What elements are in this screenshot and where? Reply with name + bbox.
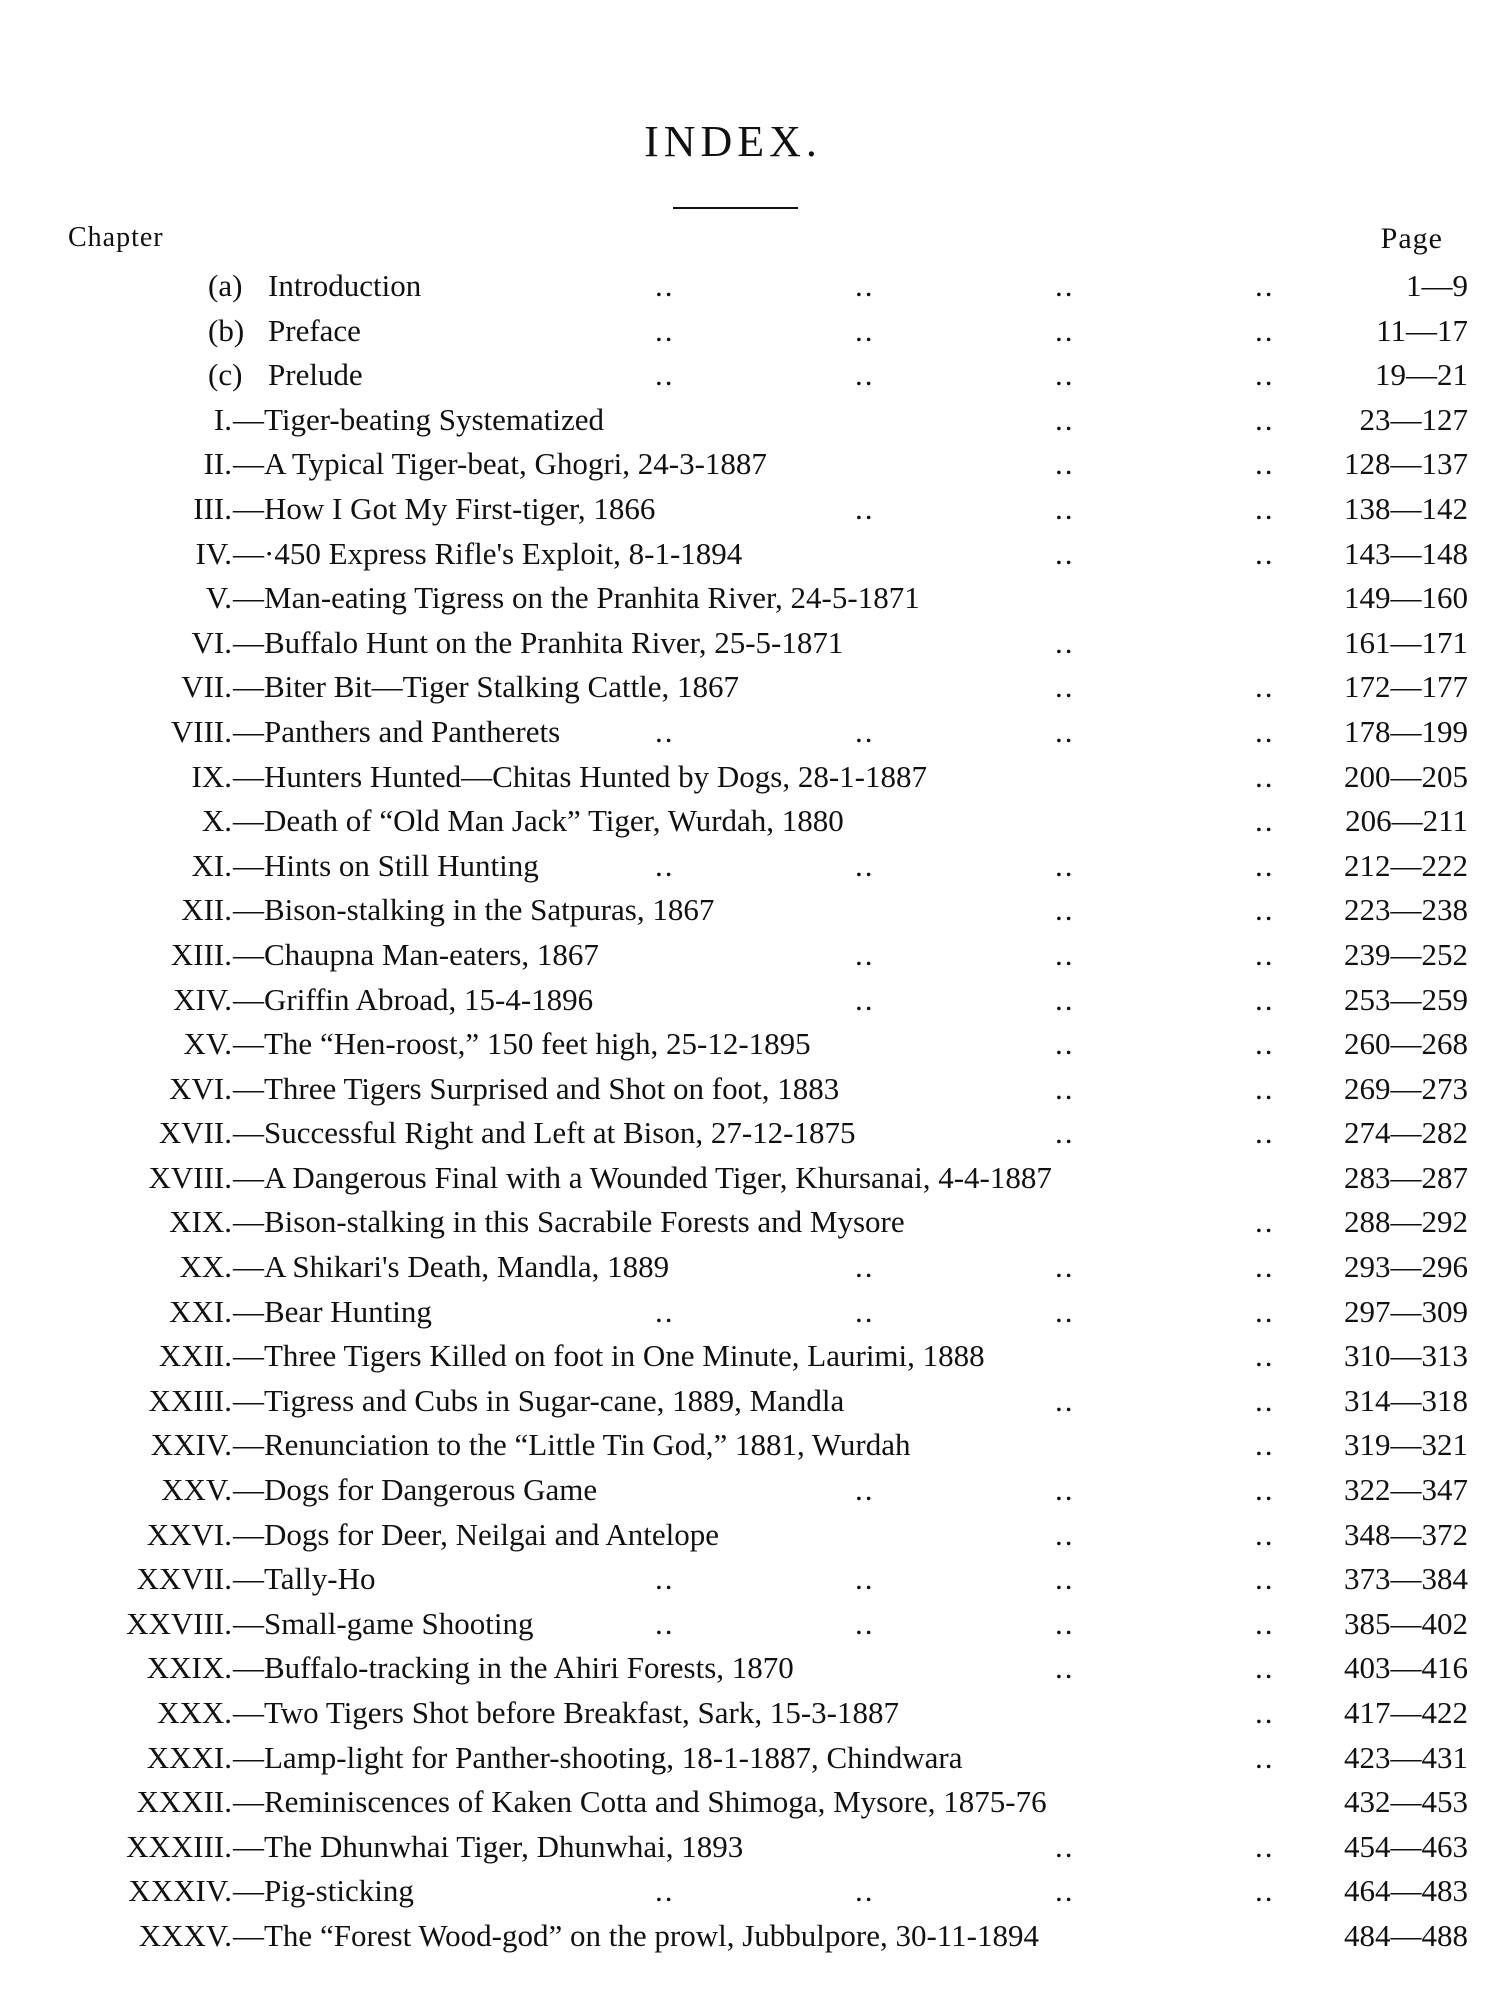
index-entry	[0, 1204, 1500, 1249]
dot-leader: ..	[1055, 892, 1075, 928]
chapter-title: —Man-eating Tigress on the Pranhita River, 24-5-1871	[233, 580, 920, 616]
chapter-number: XXVI.	[146, 1516, 232, 1552]
index-entry	[0, 1650, 1500, 1695]
page-range: 464—483	[1344, 1873, 1468, 1909]
index-entry	[0, 714, 1500, 759]
dot-leader: ..	[655, 1561, 675, 1597]
page-range: 314—318	[1344, 1382, 1468, 1418]
index-entry	[0, 1517, 1500, 1562]
index-entry	[0, 1294, 1500, 1339]
dot-leader: ..	[1255, 1338, 1275, 1374]
chapter-title: —Tigress and Cubs in Sugar-cane, 1889, Mandla	[233, 1382, 845, 1418]
chapter-title: —Lamp-light for Panther-shooting, 18-1-1887, Chindwara	[233, 1739, 963, 1775]
index-entry	[0, 982, 1500, 1027]
dot-leader: ..	[1055, 401, 1075, 437]
dot-leader: ..	[655, 847, 675, 883]
page-range: 128—137	[1344, 446, 1468, 482]
index-entry	[0, 1695, 1500, 1740]
chapter-title: —Biter Bit—Tiger Stalking Cattle, 1867	[233, 669, 740, 705]
chapter-number: III.	[193, 490, 232, 526]
chapter-title: —Griffin Abroad, 15-4-1896	[233, 981, 594, 1017]
page-range: 239—252	[1344, 936, 1468, 972]
chapter-number: XV.	[183, 1026, 232, 1062]
dot-leader: ..	[855, 936, 875, 972]
page-range: 260—268	[1344, 1026, 1468, 1062]
chapter-number: XVI.	[169, 1070, 232, 1106]
dot-leader: ..	[1255, 1026, 1275, 1062]
dot-leader: ..	[1255, 268, 1275, 303]
chapter-number: I.	[213, 401, 232, 437]
index-entry	[0, 669, 1500, 714]
dot-leader: ..	[855, 268, 875, 303]
index-entry	[0, 1427, 1500, 1472]
chapter-title: —Renunciation to the “Little Tin God,” 1881, Wurdah	[233, 1427, 911, 1463]
index-entry	[0, 1115, 1500, 1160]
chapter-number: (a)	[208, 268, 243, 303]
dot-leader: ..	[1255, 1739, 1275, 1775]
dot-leader: ..	[1255, 1070, 1275, 1106]
page-range: 200—205	[1344, 758, 1468, 794]
index-entry	[0, 1918, 1500, 1963]
dot-leader: ..	[655, 713, 675, 749]
dot-leader: ..	[855, 847, 875, 883]
dot-leader: ..	[1055, 1293, 1075, 1329]
page-range: 403—416	[1344, 1650, 1468, 1686]
dot-leader: ..	[1255, 535, 1275, 571]
page-range: 269—273	[1344, 1070, 1468, 1106]
page-range: 348—372	[1344, 1516, 1468, 1552]
dot-leader: ..	[1055, 1650, 1075, 1686]
page-range: 288—292	[1344, 1204, 1468, 1240]
chapter-number: X.	[201, 803, 232, 839]
chapter-number: XXV.	[161, 1472, 232, 1508]
dot-leader: ..	[1255, 490, 1275, 526]
chapter-title: —Tally-Ho	[233, 1561, 376, 1597]
index-entry	[0, 1160, 1500, 1205]
chapter-title: —Three Tigers Killed on foot in One Minute, Laurimi, 1888	[233, 1338, 985, 1374]
index-entry	[0, 1606, 1500, 1651]
chapter-number: IX.	[191, 758, 232, 794]
chapter-title: —The “Hen-roost,” 150 feet high, 25-12-1895	[233, 1026, 811, 1062]
page-range: 319—321	[1344, 1427, 1468, 1463]
dot-leader: ..	[1255, 401, 1275, 437]
page-range: 11—17	[1376, 312, 1468, 348]
dot-leader: ..	[1255, 1293, 1275, 1329]
dot-leader: ..	[1255, 1561, 1275, 1597]
chapter-title: Introduction	[268, 268, 422, 303]
chapter-title: —Hints on Still Hunting	[233, 847, 539, 883]
chapter-number: IV.	[195, 535, 232, 571]
dot-leader: ..	[1255, 1828, 1275, 1864]
dot-leader: ..	[1255, 1605, 1275, 1641]
dot-leader: ..	[1255, 1873, 1275, 1909]
page-range: 172—177	[1344, 669, 1468, 705]
chapter-number: XXXV.	[138, 1917, 232, 1953]
page-range: 432—453	[1344, 1784, 1468, 1820]
chapter-title: —How I Got My First-tiger, 1866	[233, 490, 656, 526]
dot-leader: ..	[1055, 1115, 1075, 1151]
dot-leader: ..	[1055, 446, 1075, 482]
dot-leader: ..	[1255, 1650, 1275, 1686]
page-range: 373—384	[1344, 1561, 1468, 1597]
dot-leader: ..	[1055, 1873, 1075, 1909]
chapter-number: XII.	[181, 892, 232, 928]
chapter-column-header: Chapter	[68, 222, 164, 253]
chapter-title: —Tiger-beating Systematized	[233, 401, 605, 437]
chapter-title: —Chaupna Man-eaters, 1867	[233, 936, 599, 972]
page-range: 297—309	[1344, 1293, 1468, 1329]
chapter-title: —Small-game Shooting	[233, 1605, 534, 1641]
page-title: INDEX.	[644, 117, 822, 166]
dot-leader: ..	[855, 1605, 875, 1641]
chapter-number: XXX.	[157, 1695, 232, 1730]
dot-leader: ..	[1255, 446, 1275, 482]
chapter-number: (c)	[208, 357, 243, 393]
page-range: 143—148	[1344, 535, 1468, 571]
index-list	[0, 268, 1500, 1963]
chapter-title: —The “Forest Wood-god” on the prowl, Jubbulpore, 30-11-1894	[233, 1917, 1039, 1953]
dot-leader: ..	[1055, 936, 1075, 972]
index-entry	[0, 1472, 1500, 1517]
chapter-number: XXXII.	[136, 1784, 232, 1820]
index-entry	[0, 491, 1500, 536]
page-range: 161—171	[1344, 624, 1468, 660]
dot-leader: ..	[855, 357, 875, 393]
chapter-number: II.	[203, 446, 232, 482]
chapter-title: Prelude	[268, 357, 363, 393]
index-entry	[0, 892, 1500, 937]
page-range: 253—259	[1344, 981, 1468, 1017]
chapter-title: —Bison-stalking in the Satpuras, 1867	[233, 892, 715, 928]
chapter-title: —Hunters Hunted—Chitas Hunted by Dogs, 28-1-1887	[233, 758, 927, 794]
dot-leader: ..	[1255, 1695, 1275, 1730]
chapter-title: —Three Tigers Surprised and Shot on foot, 1883	[233, 1070, 840, 1106]
chapter-number: VIII.	[170, 713, 232, 749]
dot-leader: ..	[655, 268, 675, 303]
dot-leader: ..	[1055, 713, 1075, 749]
dot-leader: ..	[1055, 847, 1075, 883]
chapter-number: XIV.	[173, 981, 232, 1017]
chapter-number: XIII.	[170, 936, 232, 972]
dot-leader: ..	[1255, 1516, 1275, 1552]
dot-leader: ..	[1055, 624, 1075, 660]
dot-leader: ..	[855, 1472, 875, 1508]
dot-leader: ..	[1055, 1605, 1075, 1641]
chapter-number: V.	[205, 580, 232, 616]
index-entry	[0, 580, 1500, 625]
index-entry	[0, 1829, 1500, 1874]
chapter-title: —Reminiscences of Kaken Cotta and Shimoga, Mysore, 1875-76	[233, 1784, 1047, 1820]
chapter-title: —Buffalo Hunt on the Pranhita River, 25-5-1871	[233, 624, 844, 660]
dot-leader: ..	[1055, 312, 1075, 348]
index-entry	[0, 937, 1500, 982]
dot-leader: ..	[1255, 312, 1275, 348]
page-range: 417—422	[1344, 1695, 1468, 1730]
dot-leader: ..	[1055, 357, 1075, 393]
chapter-number: XXIV.	[150, 1427, 232, 1463]
chapter-title: —Pig-sticking	[233, 1873, 414, 1909]
dot-leader: ..	[1255, 847, 1275, 883]
page-range: 274—282	[1344, 1115, 1468, 1151]
chapter-title: —Panthers and Pantherets	[233, 713, 561, 749]
dot-leader: ..	[855, 981, 875, 1017]
chapter-title: Preface	[268, 312, 361, 348]
index-entry	[0, 848, 1500, 893]
dot-leader: ..	[1255, 936, 1275, 972]
page-range: 23—127	[1359, 401, 1468, 437]
index-entry	[0, 1383, 1500, 1428]
dot-leader: ..	[1055, 490, 1075, 526]
chapter-number: XI.	[191, 847, 232, 883]
page-range: 223—238	[1344, 892, 1468, 928]
index-entry	[0, 446, 1500, 491]
index-entry	[0, 268, 1500, 313]
dot-leader: ..	[655, 357, 675, 393]
dot-leader: ..	[1055, 1382, 1075, 1418]
dot-leader: ..	[1055, 1070, 1075, 1106]
dot-leader: ..	[1255, 892, 1275, 928]
chapter-title: —Death of “Old Man Jack” Tiger, Wurdah, 1880	[233, 803, 844, 839]
chapter-number: XXII.	[158, 1338, 232, 1374]
index-entry	[0, 536, 1500, 581]
dot-leader: ..	[1255, 1427, 1275, 1463]
dot-leader: ..	[1255, 1249, 1275, 1285]
dot-leader: ..	[1255, 1204, 1275, 1240]
page-range: 385—402	[1344, 1605, 1468, 1641]
chapter-number: XX.	[179, 1249, 232, 1285]
chapter-number: XXVIII.	[126, 1605, 232, 1641]
page-range: 19—21	[1375, 357, 1468, 393]
index-entry	[0, 1740, 1500, 1785]
chapter-number: VII.	[181, 669, 232, 705]
dot-leader: ..	[1255, 713, 1275, 749]
dot-leader: ..	[1255, 1472, 1275, 1508]
chapter-title: —Buffalo-tracking in the Ahiri Forests, 1870	[233, 1650, 794, 1686]
dot-leader: ..	[1055, 1472, 1075, 1508]
page-range: 138—142	[1344, 490, 1468, 526]
chapter-title: —·450 Express Rifle's Exploit, 8-1-1894	[233, 535, 743, 571]
index-entry	[0, 357, 1500, 402]
page-column-header: Page	[1380, 222, 1443, 255]
chapter-title: —Bear Hunting	[233, 1293, 432, 1329]
dot-leader: ..	[1055, 1828, 1075, 1864]
dot-leader: ..	[855, 312, 875, 348]
dot-leader: ..	[855, 1873, 875, 1909]
dot-leader: ..	[855, 1293, 875, 1329]
index-entry	[0, 803, 1500, 848]
page-range: 283—287	[1344, 1159, 1468, 1195]
dot-leader: ..	[1055, 981, 1075, 1017]
dot-leader: ..	[655, 1293, 675, 1329]
dot-leader: ..	[655, 1873, 675, 1909]
title-rule	[673, 207, 798, 209]
chapter-number: (b)	[208, 312, 245, 348]
index-entry	[0, 1873, 1500, 1918]
chapter-title: —The Dhunwhai Tiger, Dhunwhai, 1893	[233, 1828, 744, 1864]
chapter-title: —Two Tigers Shot before Breakfast, Sark, 15-3-1887	[233, 1695, 899, 1730]
page-range: 423—431	[1344, 1739, 1468, 1775]
dot-leader: ..	[1055, 1561, 1075, 1597]
dot-leader: ..	[855, 1249, 875, 1285]
page-range: 484—488	[1344, 1917, 1468, 1953]
chapter-title: —A Typical Tiger-beat, Ghogri, 24-3-1887	[233, 446, 767, 482]
index-entry	[0, 1026, 1500, 1071]
dot-leader: ..	[1255, 758, 1275, 794]
page-range: 212—222	[1344, 847, 1468, 883]
page-range: 322—347	[1344, 1472, 1468, 1508]
chapter-number: XXXI.	[146, 1739, 232, 1775]
chapter-number: XXI.	[169, 1293, 232, 1329]
page-range: 1—9	[1406, 268, 1468, 303]
chapter-title: —Successful Right and Left at Bison, 27-12-1875	[233, 1115, 856, 1151]
index-entry	[0, 1338, 1500, 1383]
page-range: 149—160	[1344, 580, 1468, 616]
dot-leader: ..	[855, 713, 875, 749]
dot-leader: ..	[1055, 535, 1075, 571]
index-entry	[0, 1784, 1500, 1829]
dot-leader: ..	[655, 1605, 675, 1641]
chapter-number: XVII.	[158, 1115, 232, 1151]
chapter-title: —Dogs for Dangerous Game	[233, 1472, 598, 1508]
dot-leader: ..	[1255, 803, 1275, 839]
chapter-number: XXIII.	[148, 1382, 232, 1418]
page-range: 454—463	[1344, 1828, 1468, 1864]
index-entry	[0, 402, 1500, 447]
page-range: 310—313	[1344, 1338, 1468, 1374]
dot-leader: ..	[1255, 981, 1275, 1017]
chapter-number: XXIX.	[146, 1650, 232, 1686]
index-entry	[0, 313, 1500, 358]
page-range: 293—296	[1344, 1249, 1468, 1285]
chapter-number: XXXIV.	[128, 1873, 232, 1909]
dot-leader: ..	[1055, 669, 1075, 705]
index-entry	[0, 1071, 1500, 1116]
dot-leader: ..	[1255, 357, 1275, 393]
dot-leader: ..	[1255, 669, 1275, 705]
chapter-number: XVIII.	[148, 1159, 232, 1195]
dot-leader: ..	[1255, 1382, 1275, 1418]
index-entry	[0, 1561, 1500, 1606]
dot-leader: ..	[1055, 1249, 1075, 1285]
dot-leader: ..	[855, 490, 875, 526]
chapter-number: XXVII.	[136, 1561, 232, 1597]
dot-leader: ..	[1055, 1026, 1075, 1062]
dot-leader: ..	[655, 312, 675, 348]
chapter-title: —Bison-stalking in this Sacrabile Forests and Mysore	[233, 1204, 905, 1240]
dot-leader: ..	[1255, 1115, 1275, 1151]
chapter-title: —A Dangerous Final with a Wounded Tiger, Khursanai, 4-4-1887	[233, 1159, 1052, 1195]
page-range: 178—199	[1344, 713, 1468, 749]
index-entry	[0, 1249, 1500, 1294]
chapter-number: VI.	[191, 624, 232, 660]
dot-leader: ..	[855, 1561, 875, 1597]
dot-leader: ..	[1055, 1516, 1075, 1552]
chapter-title: —A Shikari's Death, Mandla, 1889	[233, 1249, 670, 1285]
page-range: 206—211	[1345, 803, 1468, 839]
chapter-number: XIX.	[169, 1204, 232, 1240]
chapter-number: XXXIII.	[126, 1828, 232, 1864]
dot-leader: ..	[1055, 268, 1075, 303]
index-entry	[0, 625, 1500, 670]
index-entry	[0, 759, 1500, 804]
chapter-title: —Dogs for Deer, Neilgai and Antelope	[233, 1516, 720, 1552]
